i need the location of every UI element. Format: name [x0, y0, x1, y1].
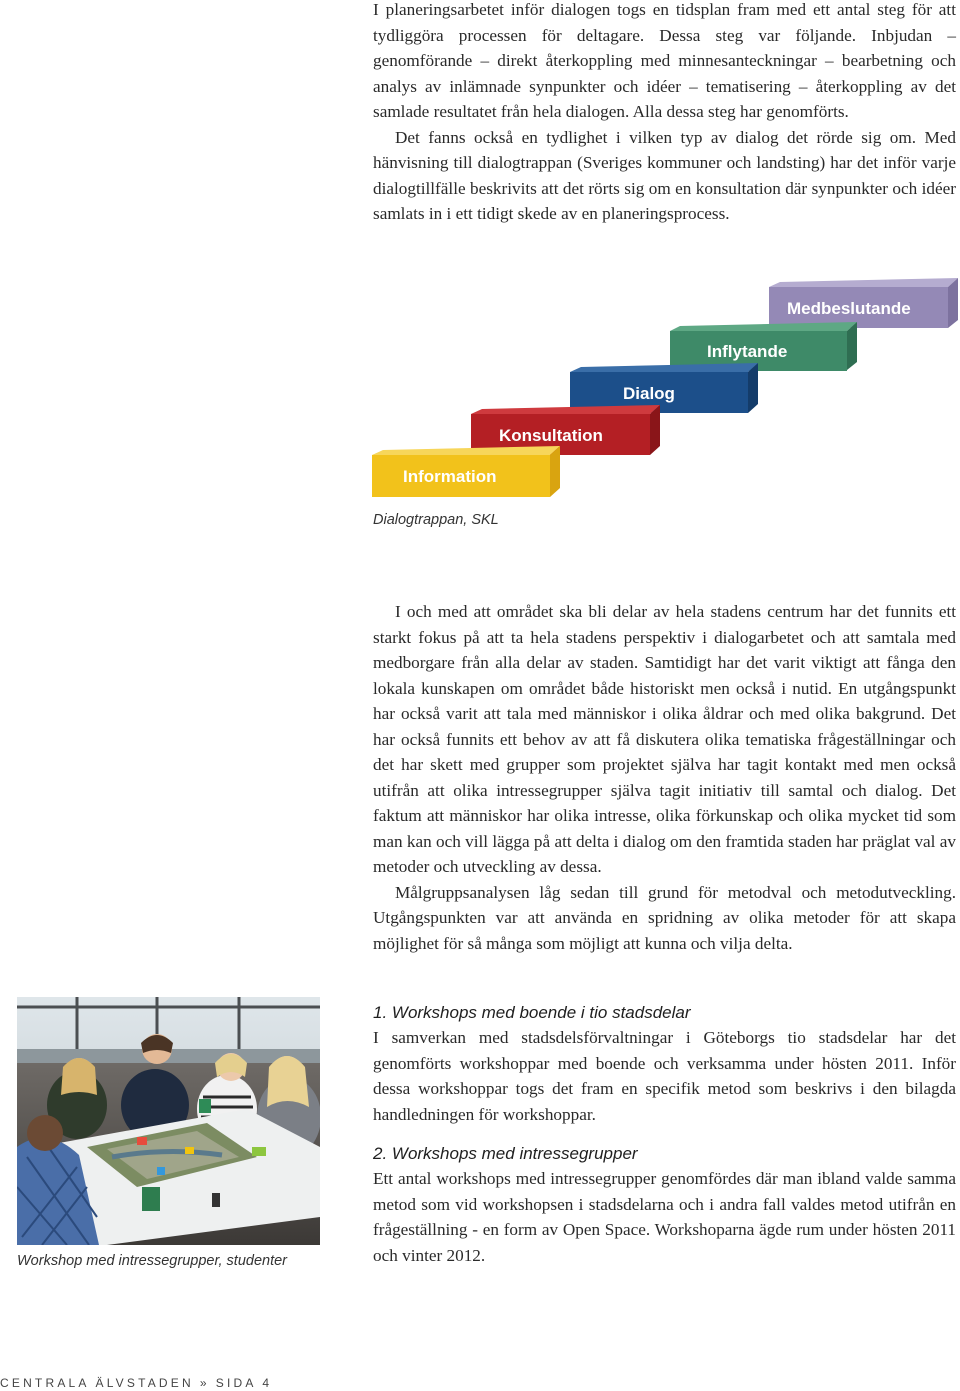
section-workshops-intressegrupper: [373, 1142, 956, 1268]
step-label-konsultation: Konsultation: [499, 426, 603, 445]
section-text: Ett antal workshops med intressegrupper genomfördes där man ibland valde samma metod som vid workshopsen i stadsdelarna och i andra fall valdes metod utifrån en frågeställning - en form av Open Space. Workshoparna ägde rum under hösten 2011 och vinter 2012.: [373, 1169, 956, 1265]
intro-text: [373, 0, 956, 227]
body-paragraph-2: Målgruppsanalysen låg sedan till grund för metodval och metodutveckling. Utgångspunkten var att använda en spridning av olika metoder för att skapa möjlighet för så många som möjligt att kunna och vilja delta.: [373, 882, 956, 953]
footer-separator: »: [199, 1376, 210, 1390]
dialog-staircase-diagram: [370, 270, 960, 502]
footer-page-number: SIDA 4: [215, 1376, 273, 1390]
step-medbeslutande: [769, 278, 958, 328]
step-label-medbeslutande: Medbeslutande: [787, 299, 911, 318]
intro-paragraph-1: I planeringsarbetet inför dialogen togs en tidsplan fram med ett antal steg för att tydliggöra processen för deltagare. Dessa steg var följande. Inbjudan – genomförande – direkt återkoppling med minnesanteckningar – bearbetning och analys av inlämnade synpunkter och idéer – tematisering – återkoppling av det samlade resultatet från hela dialogen. Alla dessa steg har genomförts.: [373, 0, 956, 121]
step-information: [372, 446, 560, 497]
body-paragraph-1: I och med att området ska bli delar av hela stadens centrum har det funnits ett starkt fokus på att ta hela stadens perspektiv i dialogarbetet och att samtala med medborgare från alla delar av staden. Samtidigt har det varit viktigt att fånga den lokala kunskapen om området både historiskt men också i nutid. En utgångspunkt har också varit att tala med människor i olika åldrar och med olika bakgrund. Det har också funnits ett behov av att få diskutera olika tematiska frågeställningar och det har skett med grupper som projektet själva har tagit kontakt med men också utifrån att olika intressegrupper själva tagit initiativ till samtal och dialog. Det faktum att människor har olika intresse, olika förkunskap och olika mycket tid som man kan och vill lägga på att delta i dialog om den framtida staden har präglat val av metoder och utveckling av dessa.: [373, 602, 956, 876]
section-heading: 1. Workshops med boende i tio stadsdelar: [373, 1003, 691, 1022]
step-dialog: [570, 363, 758, 413]
staircase-caption: Dialogtrappan, SKL: [373, 512, 499, 528]
footer-document-title: CENTRALA ÄLVSTADEN: [0, 1376, 194, 1390]
workshop-photo: [17, 997, 320, 1245]
body-text: [373, 599, 956, 956]
section-text: I samverkan med stadsdelsförvaltningar i Göteborgs tio stadsdelar har det genomförts workshoppar med boende och verksamma under hösten 2011. Inför dessa workshoppar togs det fram en specifik metod som beskrivs i den bilagda handledningen för workshoppar.: [373, 1028, 956, 1124]
step-label-dialog: Dialog: [623, 384, 675, 403]
step-label-information: Information: [403, 467, 497, 486]
intro-paragraph-2: Det fanns också en tydlighet i vilken typ av dialog det rörde sig om. Med hänvisning till dialogtrappan (Sveriges kommuner och landsting) har det inför varje dialogtillfälle beskrivits att det rörts sig om en konsultation där synpunkter och idéer samlats in i ett tidigt skede av en planeringsprocess.: [373, 127, 956, 223]
section-workshops-stadsdelar: [373, 1001, 956, 1127]
photo-caption: Workshop med intressegrupper, studenter: [17, 1253, 287, 1269]
step-label-inflytande: Inflytande: [707, 342, 788, 361]
section-heading: 2. Workshops med intressegrupper: [373, 1144, 638, 1163]
page-footer: [0, 1376, 272, 1390]
step-inflytande: [670, 322, 857, 371]
